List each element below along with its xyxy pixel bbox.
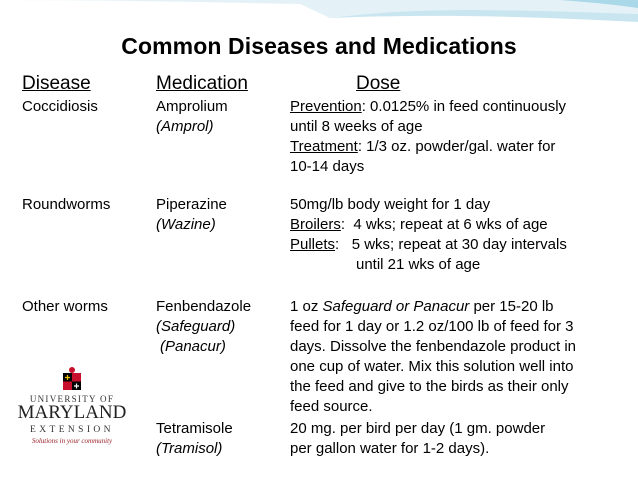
prevention-text: : 0.0125% in feed continuously bbox=[361, 98, 567, 115]
logo-tagline: Solutions in your community bbox=[31, 437, 113, 445]
dose-fenbendazole-line1-post: per 15-20 lb bbox=[469, 298, 554, 315]
page-title: Common Diseases and Medications bbox=[121, 33, 517, 59]
medication-brand-wazine: (Wazine) bbox=[156, 216, 216, 233]
medication-amprolium: Amprolium bbox=[156, 98, 228, 115]
logo-maryland: MARYLAND bbox=[17, 402, 127, 423]
broilers-text: : 4 wks; repeat at 6 wks of age bbox=[340, 216, 548, 233]
dose-tetramisole-line: 20 mg. per bird per day (1 gm. powder bbox=[290, 420, 546, 437]
dose-pullets-line bbox=[290, 235, 567, 254]
maryland-flag-crest-icon bbox=[61, 366, 83, 392]
dose-fenbendazole-line: the feed and give to the birds as their only bbox=[290, 378, 569, 395]
header-medication: Medication bbox=[156, 73, 248, 94]
umd-extension-logo bbox=[16, 366, 128, 445]
medication-brand-safeguard: (Safeguard) bbox=[156, 318, 236, 335]
disease-coccidiosis: Coccidiosis bbox=[22, 98, 98, 115]
treatment-label: Treatment bbox=[290, 138, 358, 155]
dose-prevention-line2: until 8 weeks of age bbox=[290, 118, 423, 135]
dose-broilers-line bbox=[290, 215, 548, 234]
dose-pullets-line2: until 21 wks of age bbox=[356, 256, 481, 273]
disease-roundworms: Roundworms bbox=[22, 196, 111, 213]
dose-fenbendazole-line: days. Dissolve the fenbendazole product in bbox=[290, 338, 577, 355]
medication-fenbendazole: Fenbendazole bbox=[156, 298, 252, 315]
dose-fenbendazole-line: one cup of water. Mix this solution well into bbox=[290, 358, 574, 375]
disease-other-worms: Other worms bbox=[22, 298, 108, 315]
medication-tetramisole: Tetramisole bbox=[156, 420, 233, 437]
dose-fenbendazole-line1-pre: 1 oz bbox=[290, 298, 323, 315]
prevention-label: Prevention bbox=[290, 98, 362, 115]
medication-brand-panacur: (Panacur) bbox=[160, 338, 226, 355]
dose-fenbendazole-line: feed source. bbox=[290, 398, 373, 415]
logo-extension: EXTENSION bbox=[30, 425, 114, 435]
broilers-label: Broilers bbox=[290, 216, 341, 233]
dose-treatment-line bbox=[290, 137, 555, 156]
header-disease: Disease bbox=[22, 73, 91, 94]
dose-fenbendazole-line1 bbox=[290, 297, 554, 316]
dose-prevention-line bbox=[290, 97, 566, 116]
dose-roundworms-line1: 50mg/lb body weight for 1 day bbox=[290, 196, 491, 213]
medication-brand-tramisol: (Tramisol) bbox=[156, 440, 223, 457]
medication-brand-amprol: (Amprol) bbox=[156, 118, 214, 135]
dose-fenbendazole-line: feed for 1 day or 1.2 oz/100 lb of feed for 3 bbox=[290, 318, 574, 335]
header-dose: Dose bbox=[356, 73, 401, 94]
pullets-text: : 5 wks; repeat at 30 day intervals bbox=[335, 236, 567, 253]
medication-piperazine: Piperazine bbox=[156, 196, 227, 213]
treatment-text: : 1/3 oz. powder/gal. water for bbox=[357, 138, 556, 155]
pullets-label: Pullets bbox=[290, 236, 336, 253]
dose-fenbendazole-brands: Safeguard or Panacur bbox=[322, 298, 470, 315]
dose-treatment-line2: 10-14 days bbox=[290, 158, 365, 175]
logo-university-of: UNIVERSITY OF bbox=[29, 394, 115, 404]
dose-tetramisole-line: per gallon water for 1-2 days). bbox=[290, 440, 490, 457]
